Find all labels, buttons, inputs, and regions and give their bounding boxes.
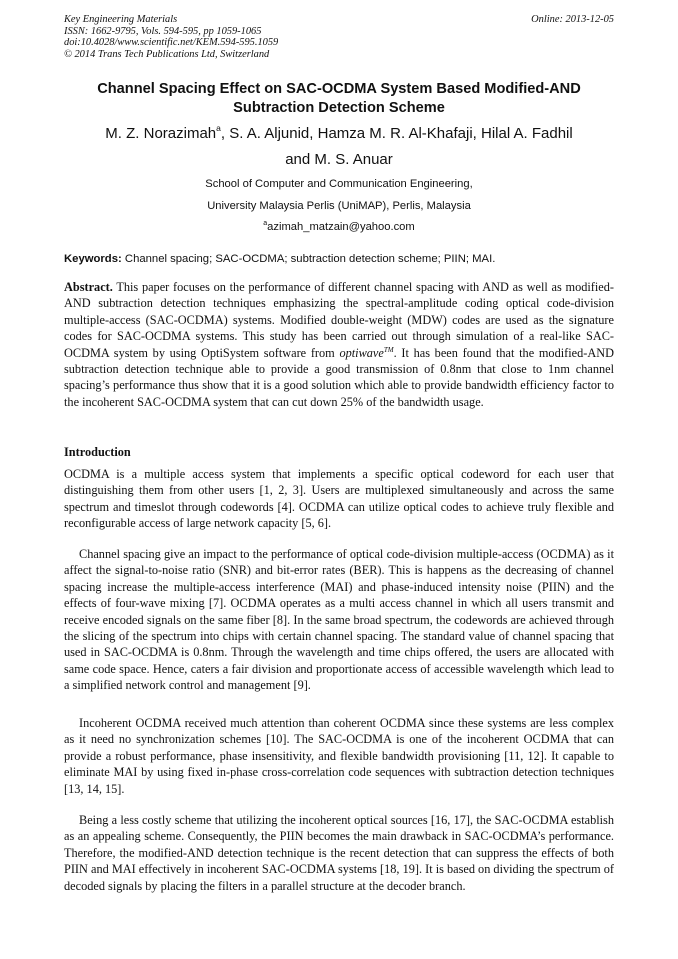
- trademark-mark: TM: [383, 345, 394, 354]
- email-line: [40, 217, 638, 239]
- running-header: [64, 14, 278, 60]
- affiliation-block: [40, 174, 638, 239]
- keywords-text: Channel spacing; SAC-OCDMA; subtraction detection scheme; PIIN; MAI.: [121, 253, 496, 265]
- keywords-line: [64, 252, 616, 267]
- abstract-text-b: . It has been found that the modified-AND subtraction detection technique able to provide a good transmission of 0.8nm that close to 1nm channel spacing’s performance thus show that it is a good solution which able to provide bandwidth efficiency factor to the incoherent SAC-OCDMA system that can cut down 25% of the bandwidth usage.: [64, 345, 614, 409]
- author-email[interactable]: azimah_matzain@yahoo.com: [267, 221, 415, 233]
- introduction-heading: Introduction: [64, 445, 131, 459]
- author-rest-line-1: , S. A. Aljunid, Hamza M. R. Al-Khafaji, Hilal A. Fadhil: [220, 125, 573, 142]
- affiliation-line-2: University Malaysia Perlis (UniMAP), Perlis, Malaysia: [207, 199, 471, 212]
- title-line-1: Channel Spacing Effect on SAC-OCDMA System Based Modified-AND: [97, 81, 581, 97]
- intro-paragraph-3: Incoherent OCDMA received much attention than coherent OCDMA since these systems are less complex as it need no synchronization schemes [10]. The SAC-OCDMA is one of the incoherent OCDMA that can provide a robust performance, phase insensitivity, and flexible bandwidth provisioning [11, 12]. It capable to eliminate MAI by using fixed in-phase cross-correlation code sequences with subtraction detection techniques [13, 14, 15].: [64, 716, 614, 796]
- affiliation-line-1: School of Computer and Communication Engineering,: [205, 178, 473, 190]
- issn-line: ISSN: 1662-9795, Vols. 594-595, pp 1059-1065: [64, 25, 262, 37]
- online-date: Online: 2013-12-05: [531, 14, 614, 25]
- intro-paragraph-1: OCDMA is a multiple access system that implements a specific optical codeword for each user that distinguishing them from other users [1, 2, 3]. Users are multiplexed simultaneously and across the same spectrum and timeslot through codewords [4]. OCDMA can utilize optical codes to achieve truly flexible and reconfigurable access of large network capacity [5, 6].: [64, 467, 614, 531]
- title-line-2: Subtraction Detection Scheme: [233, 100, 445, 116]
- first-author: M. Z. Norazimah: [105, 125, 217, 142]
- journal-name: Key Engineering Materials: [64, 14, 178, 25]
- author-line-2: and M. S. Anuar: [285, 151, 393, 168]
- author-list: [40, 121, 638, 173]
- affiliation-mark: a: [216, 123, 221, 133]
- intro-paragraph-2: Channel spacing give an impact to the performance of optical code-division multiple-access (OCDMA) as it affect the signal-to-noise ratio (SNR) and bit-error rates (BER). This is happens as the decreasing of channel spacing increase the multiple-access interference (MAI) and phase-induced intensity noise (PIIN) and the effects of four-wave mixing [7]. OCDMA operates as a multi access channel in which all users transmit and receive encoded signals on the same fiber [8]. In the same broad spectrum, the codewords are achieved through the slicing of the spectrum into chips with certain channel spacing. The standard value of channel spacing that used in SAC-OCDMA is 0.8nm. Through the wavelength and time chips offered, the users are allocated with same code space. Hence, caters a fair division and proportionate access of accessible wavelength which lead to a simplified network control and management [9].: [64, 547, 614, 693]
- email-mark: a: [263, 220, 268, 227]
- author-line-1: [40, 121, 638, 147]
- intro-paragraph-4: Being a less costly scheme that utilizing the incoherent optical sources [16, 17], the SAC-OCDMA establish as an appealing scheme. Consequently, the PIIN becomes the main drawback in SAC-OCDMA’s performance. Therefore, the modified-AND detection technique is the recent detection that can suppress the effects of both PIIN and MAI effectively in incoherent SAC-OCDMA systems [18, 19]. It is based on dividing the spectrum of decoded signals by placing the filters in a parallel structure at the decoder branch.: [64, 813, 614, 893]
- paper-title: [40, 80, 638, 118]
- abstract-text-a: This paper focuses on the performance of different channel spacing with AND as well as modified-AND subtraction detection techniques emphasizing the spectral-amplitude coding optical code-division multiple-access (SAC-OCDMA) systems. Modified double-weight (MDW) codes are used as the signature codes for SAC-OCDMA systems. This study has been carried out through simulation of a real-like SAC-OCDMA system by using OptiSystem software from: [64, 280, 614, 360]
- keywords-label: Keywords:: [64, 253, 122, 265]
- doi-line: doi:10.4028/www.scientific.net/KEM.594-595.1059: [64, 37, 279, 49]
- abstract-paragraph: [64, 279, 614, 410]
- software-name: optiwave™: [339, 345, 394, 360]
- abstract-label: Abstract.: [64, 280, 113, 294]
- copyright-line: © 2014 Trans Tech Publications Ltd, Switzerland: [64, 48, 270, 60]
